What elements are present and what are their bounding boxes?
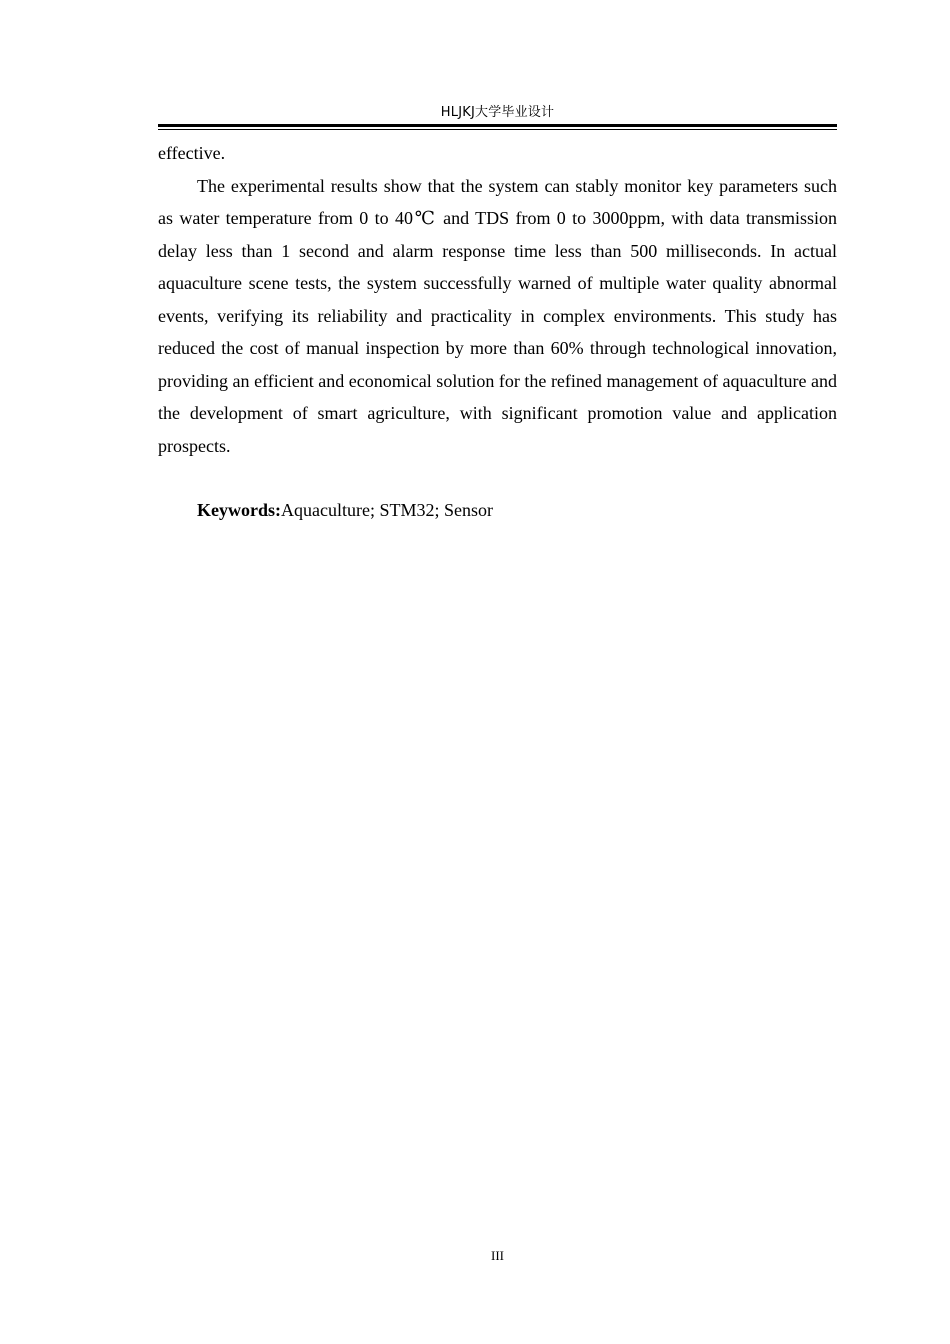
abstract-body [158, 137, 837, 527]
results-paragraph: The experimental results show that the system can stably monitor key parameters such as water temperature from 0 to 40℃ and TDS from 0 to 3000ppm, with data transmission delay less than 1 second and alarm response time less than 500 milliseconds. In actual aquaculture scene tests, the system successfully warned of multiple water quality abnormal events, verifying its reliability and practicality in complex environments. This study has reduced the cost of manual inspection by more than 60% through technological innovation, providing an efficient and economical solution for the refined management of aquaculture and the development of smart agriculture, with significant promotion value and application prospects. [158, 175, 837, 456]
page-number: III [491, 1248, 504, 1263]
running-header: HLJKJ大学毕业设计 [440, 105, 555, 120]
continuation-paragraph: effective. [158, 143, 226, 163]
keywords-value: Aquaculture; STM32; Sensor [281, 500, 493, 520]
keywords-line [158, 494, 837, 527]
keywords-label: Keywords: [197, 500, 281, 520]
header-rule-thick [158, 124, 837, 127]
header-rule-thin [158, 129, 837, 130]
